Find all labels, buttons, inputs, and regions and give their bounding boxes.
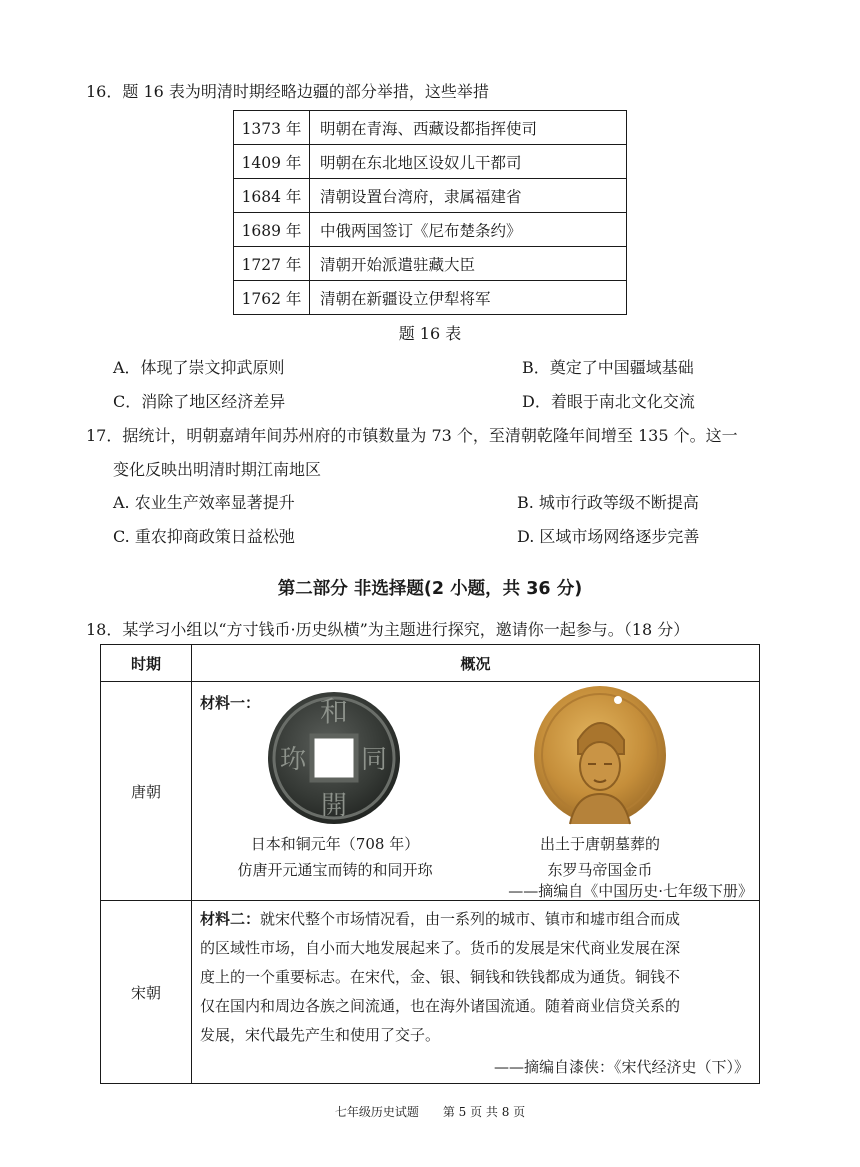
- event-cell: 明朝在东北地区设奴儿干都司: [310, 145, 627, 179]
- event-cell: 清朝开始派遣驻藏大臣: [310, 247, 627, 281]
- material-two-label: 材料二：: [200, 910, 261, 928]
- coin-char-right: 同: [360, 745, 388, 775]
- page-footer: 七年级历史试题 第 5 页 共 8 页: [334, 1105, 526, 1119]
- q17-option-c[interactable]: C. 重农抑商政策日益松弛: [113, 527, 295, 546]
- gold-coin-image: [532, 684, 668, 826]
- year-cell: 1762 年: [234, 281, 310, 315]
- q16-option-b[interactable]: B．奠定了中国疆域基础: [522, 358, 694, 377]
- year-cell: 1409 年: [234, 145, 310, 179]
- coin2-caption-line2: 东罗马帝国金币: [547, 861, 653, 879]
- event-cell: 清朝在新疆设立伊犁将军: [310, 281, 627, 315]
- event-cell: 中俄两国签订《尼布楚条约》: [310, 213, 627, 247]
- q16-table: [233, 110, 627, 315]
- table-row-song: [101, 901, 760, 1084]
- gold-coin-graphic: [532, 684, 668, 826]
- coin-char-bottom: 開: [320, 791, 348, 821]
- material-two-source: ——摘编自漆侠：《宋代经济史（下）》: [493, 1058, 749, 1076]
- material-two-text: 就宋代整个市场情况看，由一系列的城市、镇市和墟市组合而成: [260, 910, 681, 928]
- material-one-cell: [192, 682, 760, 901]
- material-two-line2: 的区域性市场，自小而大地发展起来了。货币的发展是宋代商业发展在深: [200, 939, 681, 957]
- material-two-line1: [200, 905, 680, 934]
- year-cell: 1373 年: [234, 111, 310, 145]
- q17-option-b[interactable]: B. 城市行政等级不断提高: [517, 493, 699, 512]
- q18-stem: 18．某学习小组以“方寸钱币·历史纵横”为主题进行探究，邀请你一起参与。（18 分）: [86, 620, 690, 639]
- q17-option-d[interactable]: D. 区域市场网络逐步完善: [517, 527, 700, 546]
- q18-table: [100, 644, 760, 1084]
- table-row: [234, 179, 627, 213]
- q16-option-c[interactable]: C．消除了地区经济差异: [113, 392, 286, 411]
- material-one-source: ——摘编自《中国历史·七年级下册》: [508, 882, 753, 900]
- q17-stem-line1: 17．据统计，明朝嘉靖年间苏州府的市镇数量为 73 个，至清朝乾隆年间增至 135 个。这一: [86, 426, 738, 445]
- coin2-caption-line1: 出土于唐朝墓葬的: [539, 835, 660, 853]
- coin-char-top: 和: [319, 695, 349, 728]
- period-tang: 唐朝: [101, 682, 192, 901]
- coin-graphic: [266, 688, 402, 828]
- year-cell: 1689 年: [234, 213, 310, 247]
- q16-option-d[interactable]: D．着眼于南北文化交流: [522, 392, 695, 411]
- material-two-line5: 发展，宋代最先产生和使用了交子。: [200, 1026, 441, 1044]
- event-cell: 清朝设置台湾府，隶属福建省: [310, 179, 627, 213]
- table-row: [234, 247, 627, 281]
- material-one-label: 材料一：: [200, 694, 261, 712]
- section-title: 第二部分 非选择题(2 小题，共 36 分): [277, 579, 583, 599]
- material-two-cell: [192, 901, 760, 1084]
- table-row-tang: [101, 682, 760, 901]
- table-row: [234, 281, 627, 315]
- material-two-line3: 度上的一个重要标志。在宋代，金、银、铜钱和铁钱都成为通货。铜钱不: [200, 968, 681, 986]
- q16-stem: 16．题 16 表为明清时期经略边疆的部分举措，这些举措: [86, 82, 489, 101]
- column-header-period: 时期: [101, 645, 192, 682]
- coin-char-left: 珎: [279, 745, 307, 775]
- q16-option-a[interactable]: A．体现了崇文抑武原则: [113, 358, 285, 377]
- material-two-line4: 仅在国内和周边各族之间流通，也在海外诸国流通。随着商业信贷关系的: [200, 997, 681, 1015]
- year-cell: 1727 年: [234, 247, 310, 281]
- column-header-overview: 概况: [192, 645, 760, 682]
- table-row: [234, 111, 627, 145]
- table-row: [234, 145, 627, 179]
- year-cell: 1684 年: [234, 179, 310, 213]
- period-song: 宋朝: [101, 901, 192, 1084]
- table-caption: 题 16 表: [398, 324, 462, 343]
- q17-stem-line2: 变化反映出明清时期江南地区: [113, 460, 322, 479]
- event-cell: 明朝在青海、西藏设都指挥使司: [310, 111, 627, 145]
- coin1-caption-line2: 仿唐开元通宝而铸的和同开珎: [237, 861, 433, 879]
- q17-option-a[interactable]: A. 农业生产效率显著提升: [113, 493, 295, 512]
- table-row: [234, 213, 627, 247]
- copper-coin-image: [266, 688, 402, 828]
- coin1-caption-line1: 日本和铜元年（708 年）: [250, 835, 420, 853]
- table-header-row: [101, 645, 760, 682]
